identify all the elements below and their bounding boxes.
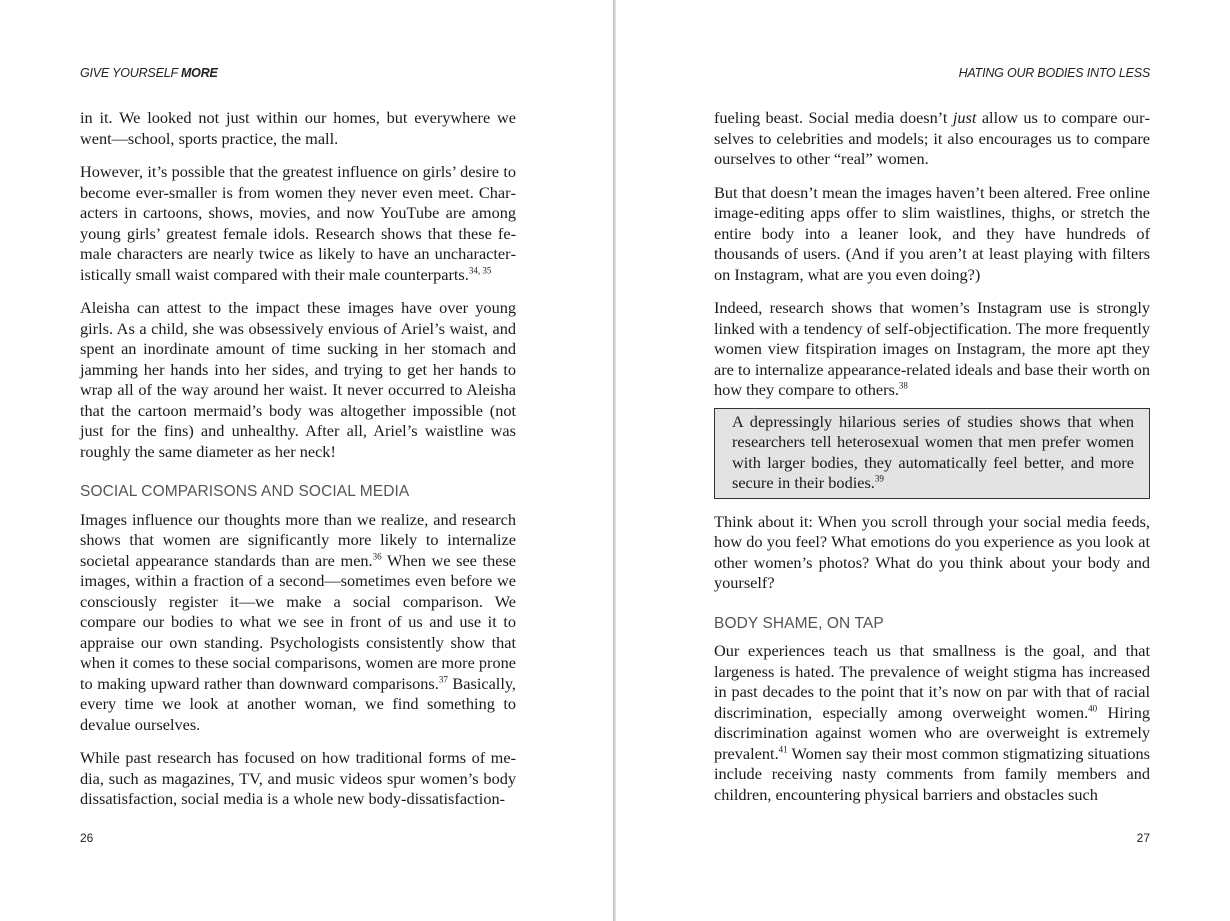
paragraph	[80, 298, 516, 462]
paragraph-text: Basically, every time we look at another woman, we find something to devalue ourselves.	[80, 673, 516, 734]
paragraph-text: While past research has focused on how traditional forms of media, such as magazines, TV, and music videos spur women’s body dissatisfaction, social media is a whole new body-dissatisfaction-	[80, 748, 516, 808]
footnote-ref: 38	[898, 380, 908, 391]
paragraph	[714, 641, 1150, 805]
paragraph-text: Indeed, research shows that women’s Instagram use is strongly linked with a tendency of self-objectification. The more frequently women view fitspiration images on Instagram, the more apt they are to internalize appearance-related ideals and base their worth on how they compare to others.	[714, 298, 1150, 399]
paragraph	[714, 108, 1150, 170]
paragraph	[80, 748, 516, 810]
callout-text	[732, 412, 1134, 494]
paragraph-text: in it. We looked not just within our homes, but everywhere we went—school, sports practice, the mall.	[80, 108, 516, 148]
paragraph-text: Our experiences teach us that smallness is the goal, and that largeness is hated. The prevalence of weight stigma has increased in past decades to the point that it’s now on par with that of racial discrimination, especially among overweight women.	[714, 641, 1150, 722]
emphasis: just	[952, 108, 977, 127]
left-body-text	[80, 108, 516, 823]
section-heading: SOCIAL COMPARISONS AND SOCIAL MEDIA	[80, 483, 410, 500]
footnote-ref: 37	[438, 674, 448, 685]
footnote-ref: 34, 35	[468, 265, 492, 276]
callout-box	[714, 408, 1150, 499]
paragraph	[80, 162, 516, 285]
paragraph-text: fueling beast. Social media doesn’t	[714, 108, 953, 127]
paragraph	[714, 183, 1150, 286]
paragraph	[714, 298, 1150, 401]
paragraph-text: When we see these images, within a fraction of a second—sometimes even before we consciously register it—we make a social comparison. We compare our bodies to what we see in front of us and use it to appraise our own standing. Psychologists consistently show that when it comes to these social comparisons, women are more prone to making upward rather than downward comparisons.	[80, 550, 517, 693]
running-head-right: HATING OUR BODIES INTO LESS	[958, 66, 1150, 80]
footnote-ref: 39	[874, 473, 884, 484]
paragraph-text: allow us to compare ourselves to celebrities and models; it also encourages us to compare ourselves to other “real” women.	[714, 108, 1150, 168]
section-heading: BODY SHAME, ON TAP	[714, 614, 884, 632]
paragraph-text: However, it’s possible that the greatest influence on girls’ desire to become ever-smaller is from women they never even meet. Characters in cartoons, shows, movies, and now YouTube are among young girls’ greatest female idols. Research shows that these female characters are nearly twice as likely to have an uncharacteristically small waist compared with their male counterparts.	[80, 162, 516, 284]
right-body-text	[714, 108, 1150, 818]
page-number-right: 27	[1136, 831, 1150, 845]
footnote-ref: 36	[372, 551, 382, 562]
paragraph-text: Think about it: When you scroll through your social media feeds, how do you feel? What emotions do you experience as you look at other women’s photos? What do you think about your body and yourself?	[714, 511, 1150, 592]
running-head-emph: MORE	[180, 66, 218, 80]
left-page	[0, 0, 614, 921]
page-number-left: 26	[80, 831, 94, 845]
paragraph-text: Hiring discrimination against women who are overweight is extremely prevalent.	[714, 702, 1150, 763]
paragraph-text: Aleisha can attest to the impact these images have over young girls. As a child, she was obsessively envious of Ariel’s waist, and spent an inordinate amount of time sucking in her stomach and jamming her hands into her sides, and trying to get her hands to wrap all of the way around her waist. It never occurred to Aleisha that the cartoon mermaid’s body was altogether impossible (not just for the fins) and unhealthy. After all, Ariel’s waistline was roughly the same diameter as her neck!	[80, 298, 516, 461]
paragraph	[80, 510, 516, 736]
paragraph-text: But that doesn’t mean the images haven’t been altered. Free online image-editing apps offer to slim waistlines, thighs, or stretch the entire body into a leaner look, and they have hundreds of thousands of users. (And if you aren’t at least playing with filters on Instagram, what are you even doing?)	[714, 182, 1150, 284]
paragraph-text: Images influence our thoughts more than we realize, and research shows that women are significantly more likely to internalize societal appearance standards than are men.	[80, 509, 516, 570]
footnote-ref: 40	[1088, 703, 1098, 714]
right-page	[616, 0, 1230, 921]
running-head-prefix: GIVE YOURSELF	[80, 66, 181, 80]
paragraph	[80, 108, 516, 149]
running-head-left	[80, 66, 218, 80]
paragraph-text: Women say their most common stigmatizing situations include receiving nasty comments from family members and children, encountering physical barriers and obstacles such	[714, 743, 1150, 804]
paragraph	[714, 512, 1150, 594]
footnote-ref: 41	[778, 744, 788, 755]
paragraph-text: A depressingly hilarious series of studies shows that when researchers tell heterosexual women that men prefer women with larger bodies, they automatically feel better, and more secure in their bodies.	[732, 411, 1134, 492]
